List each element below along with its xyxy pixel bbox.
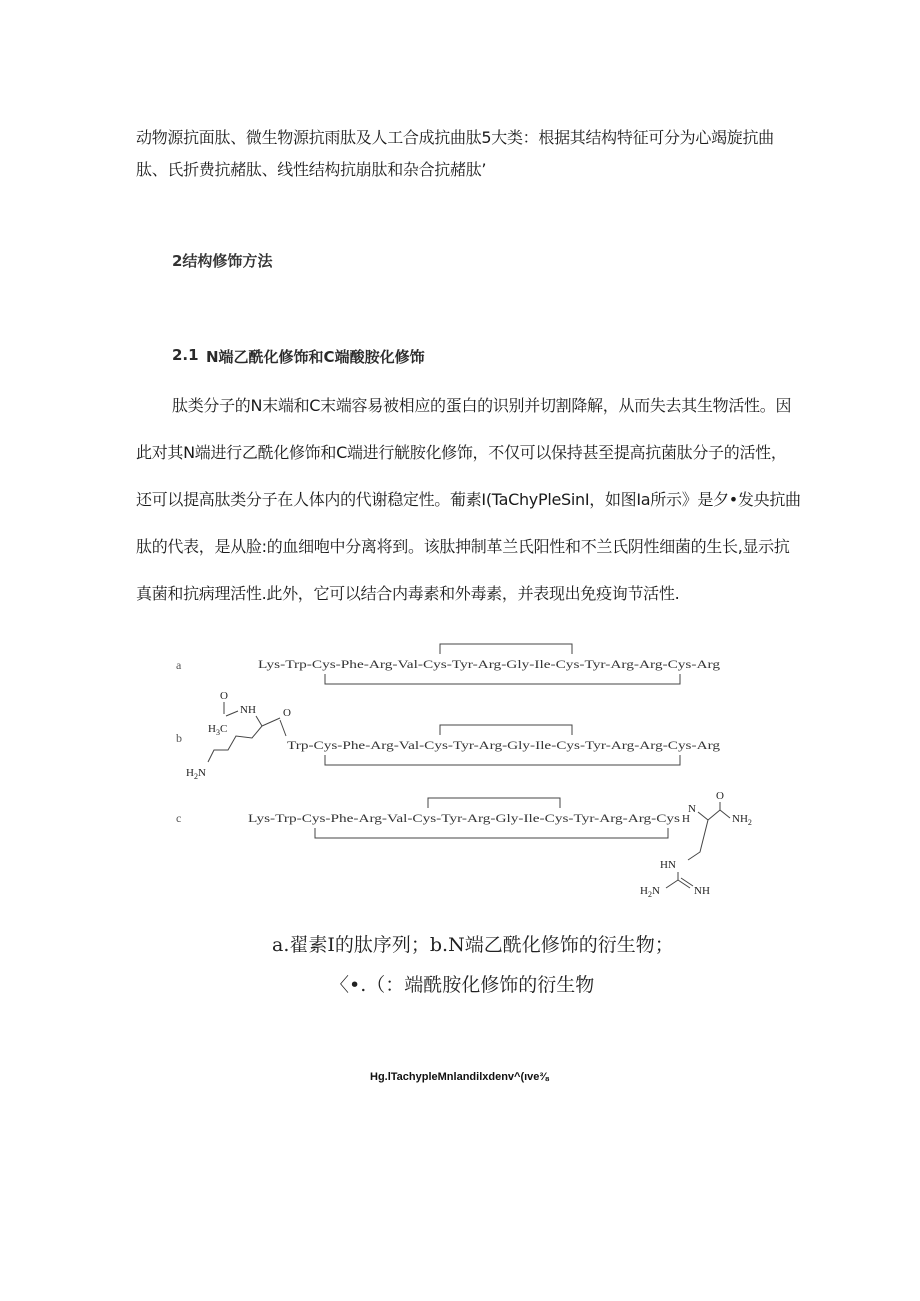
atom-h2n-guanidino	[640, 885, 660, 899]
bond-c-nh	[226, 711, 238, 716]
section-2-1-title: N端乙酰化修饰和C端酸胺化修饰	[206, 348, 425, 366]
figure-caption-line-1: a.翟素I的肽序列；b.N端乙酰化修饰的衍生物；	[272, 934, 674, 956]
atom-h2n2-sub: 2	[647, 890, 652, 899]
atom-nh2-sub: 2	[747, 818, 752, 827]
arginine-side-chain	[688, 820, 708, 860]
atom-h2n2-h: H	[640, 885, 648, 897]
sequence-b: Trp-Cys-Phe-Arg-Val-Cys-Tyr-Arg-Gly-Ile-Cys-Tyr-Arg-Arg-Cys-Arg	[287, 738, 720, 752]
bond-co-trp	[280, 720, 286, 736]
atom-hn-guanidino: HN	[660, 859, 676, 871]
disulfide-bridge-a-top	[440, 644, 572, 654]
paragraph-line-5: 真菌和抗病理活性.此外，它可以结合内毒素和外毒素，并表现出免疫询节活性.	[136, 584, 680, 603]
bond-ca-co	[262, 718, 280, 726]
section-2-heading: 2结构修饰方法	[172, 252, 273, 270]
intro-line-1: 动物源抗面肽、微生物源抗雨肽及人工合成抗曲肽5大类：根据其结构特征可分为心竭旋抗曲	[136, 128, 774, 147]
paragraph-line-2: 此对其N端进行乙酰化修饰和C端进行觥胺化修饰，不仅可以保持甚至提高抗菌肽分子的活性，	[136, 443, 787, 462]
disulfide-bridge-a-bottom	[325, 674, 680, 684]
atom-o-carbonyl: O	[220, 690, 228, 702]
panel-label-a: a	[176, 658, 182, 672]
sequence-a: Lys-Trp-Cys-Phe-Arg-Val-Cys-Tyr-Arg-Gly-Ile-Cys-Tyr-Arg-Arg-Cys-Arg	[258, 657, 720, 671]
atom-h3c-c: C	[219, 723, 228, 735]
atom-nh-guanidino: NH	[694, 885, 710, 897]
atom-h2n-sub: 2	[193, 772, 198, 781]
atom-n-amide: N	[688, 803, 696, 815]
bond-c-nh2-guanidino	[666, 880, 678, 888]
paragraph-line-4: 肽的代表，是从脸:的血细咆中分离将到。该肽抻制革兰氏阳性和不兰氏阴性细菌的生长,显示抗	[136, 537, 790, 556]
atom-nh2-terminal	[732, 813, 752, 827]
intro-line-2: 肽、氏折费抗赭肽、线性结构抗崩肽和杂合抗赭肽’	[136, 160, 487, 179]
paragraph-line-1: 肽类分子的N末端和C末端容易被相应的蛋白的识别并切割降解，从而失去其生物活性。因	[172, 396, 792, 415]
sequence-c: Lys-Trp-Cys-Phe-Arg-Val-Cys-Tyr-Arg-Gly-Ile-Cys-Tyr-Arg-Arg-Cys	[248, 811, 681, 825]
bond-nh-ca	[256, 716, 262, 726]
atom-h2n-lys	[186, 767, 206, 781]
panel-label-c: c	[176, 811, 182, 825]
atom-nh2-n: NH	[732, 813, 748, 825]
bond-ca-c	[708, 810, 720, 820]
figure-label: Hg.lTachypleMnlandilxdenv^(ıve⅜	[370, 1071, 549, 1083]
disulfide-bridge-c-bottom	[315, 828, 668, 838]
atom-h-amide: H	[682, 813, 690, 825]
peptide-structure-figure	[0, 632, 920, 912]
panel-label-b: b	[176, 731, 182, 745]
atom-h3c-sub: 3	[215, 728, 220, 737]
figure-caption-line-2: 〈•.（：端酰胺化修饰的衍生物	[330, 974, 595, 996]
disulfide-bridge-b-bottom	[325, 755, 680, 765]
atom-h2n-h: H	[186, 767, 194, 779]
atom-o-amide: O	[716, 790, 724, 802]
disulfide-bridge-b-top	[440, 725, 572, 735]
bond-c-nh2	[720, 810, 730, 818]
disulfide-bridge-c-top	[428, 798, 560, 808]
section-2-1-number: 2.1	[172, 346, 199, 364]
bond-c-nh-guanidino	[678, 880, 690, 888]
atom-h2n2-n: N	[651, 885, 660, 897]
atom-h3c	[208, 723, 227, 737]
atom-nh-amide: NH	[240, 704, 256, 716]
bond-c-nh-guanidino-double	[681, 878, 693, 886]
paragraph-line-3: 还可以提高肽类分子在人体内的代谢稳定性。葡素I(TaChyPleSinI，如图Ia所示》是夕•发央抗曲	[136, 490, 801, 509]
atom-h2n-n: N	[197, 767, 206, 779]
atom-h3c-h: H	[208, 723, 216, 735]
bond-n-ca	[698, 812, 708, 820]
atom-o-lys: O	[283, 707, 291, 719]
